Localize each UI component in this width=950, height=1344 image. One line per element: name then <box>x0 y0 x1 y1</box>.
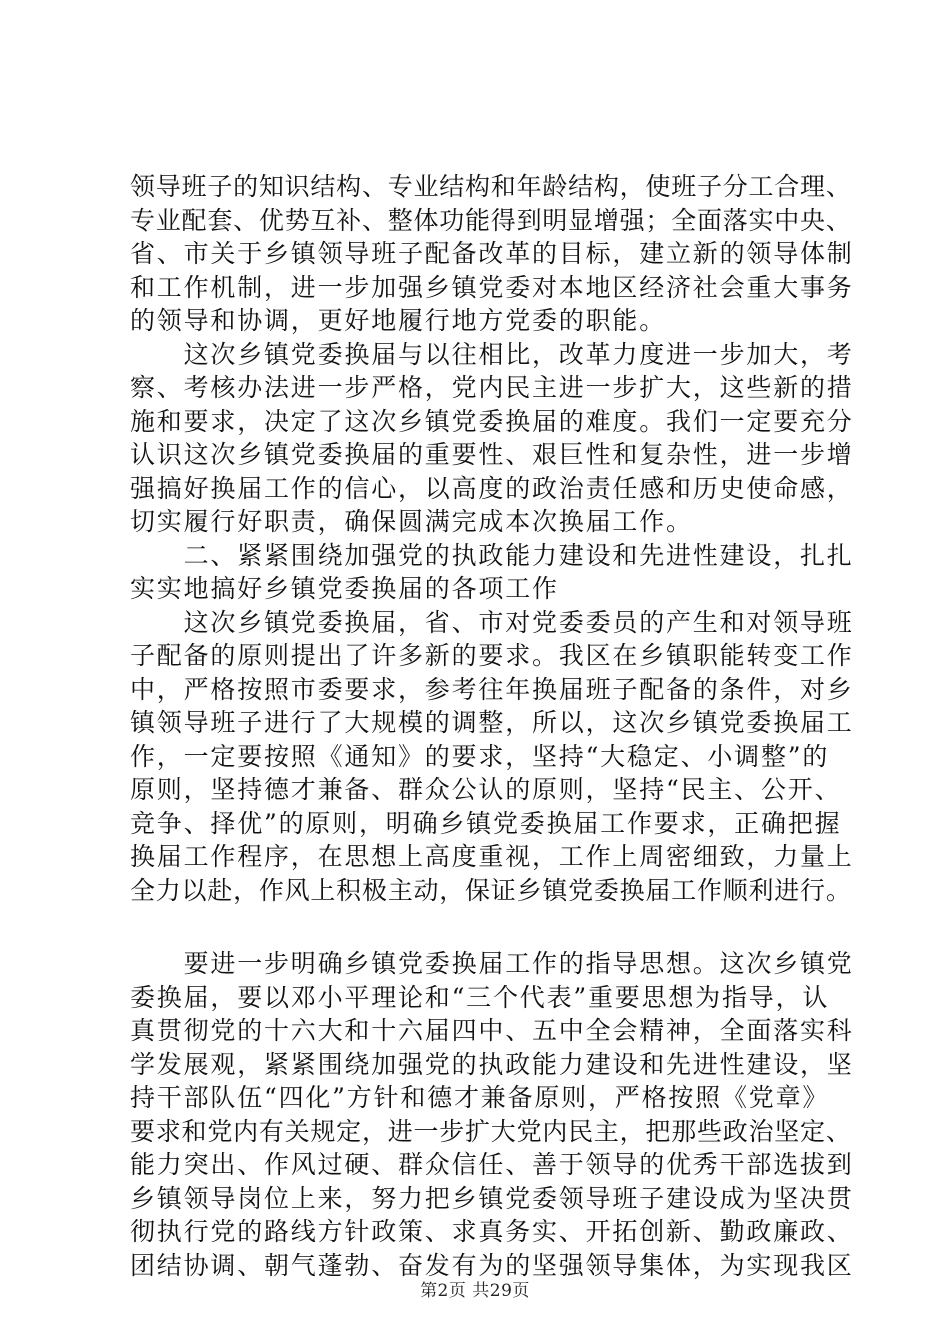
text-line: 原则，坚持德才兼备、群众公认的原则，坚持“民主、公开、 <box>130 775 842 804</box>
text-line: 强搞好换届工作的信心，以高度的政治责任感和历史使命感， <box>130 473 854 503</box>
paragraph-3 <box>130 606 854 908</box>
text-line: 全力以赴，作风上积极主动，保证乡镇党委换届工作顺利进行。 <box>130 875 852 905</box>
text-line: 中，严格按照市委要求，参考往年换届班子配备的条件，对乡 <box>130 674 854 704</box>
text-line: 委换届，要以邓小平理论和“三个代表”重要思想为指导，认 <box>130 982 830 1012</box>
text-line: 省、市关于乡镇领导班子配备改革的目标，建立新的领导体制 <box>130 239 854 268</box>
text-line: 切实履行好职责，确保圆满完成本次换届工作。 <box>130 507 693 536</box>
text-line: 彻执行党的路线方针政策、求真务实、开拓创新、勤政廉政、 <box>130 1217 854 1246</box>
paragraph-1 <box>130 170 854 338</box>
text-line: 要求和党内有关规定，进一步扩大党内民主，把那些政治坚定、 <box>130 1116 852 1146</box>
paragraph-2 <box>130 338 854 539</box>
text-line: 团结协调、朝气蓬勃、奋发有为的坚强领导集体，为实现我区 <box>130 1250 854 1280</box>
text-line: 认识这次乡镇党委换届的重要性、艰巨性和复杂性，进一步增 <box>130 440 854 469</box>
text-line: 竞争、择优”的原则，明确乡镇党委换届工作要求，正确把握 <box>130 808 842 838</box>
text-line: 和工作机制，进一步加强乡镇党委对本地区经济社会重大事务 <box>130 272 854 302</box>
document-body <box>130 170 854 1282</box>
section-heading <box>130 539 854 606</box>
text-line: 的领导和协调，更好地履行地方党委的职能。 <box>130 306 667 335</box>
text-line: 要进一步明确乡镇党委换届工作的指导思想。这次乡镇党 <box>130 949 854 978</box>
paragraph-4 <box>130 947 854 1282</box>
text-line: 真贯彻党的十六大和十六届四中、五中全会精神，全面落实科 <box>130 1016 854 1045</box>
text-line: 学发展观，紧紧围绕加强党的执政能力建设和先进性建设，坚 <box>130 1049 854 1079</box>
text-line: 二、紧紧围绕加强党的执政能力建设和先进性建设，扎扎 <box>130 540 854 570</box>
text-line: 这次乡镇党委换届与以往相比，改革力度进一步加大，考 <box>130 339 854 369</box>
text-line: 持干部队伍“四化”方针和德才兼备原则，严格按照《党章》 <box>130 1083 830 1112</box>
text-line: 实实地搞好乡镇党委换届的各项工作 <box>130 574 559 603</box>
text-line: 镇领导班子进行了大规模的调整，所以，这次乡镇党委换届工 <box>130 708 854 737</box>
text-line: 子配备的原则提出了许多新的要求。我区在乡镇职能转变工作 <box>130 641 854 670</box>
page-number-footer: 第2页 共29页 <box>420 1281 530 1301</box>
text-line: 施和要求，决定了这次乡镇党委换届的难度。我们一定要充分 <box>130 406 854 436</box>
text-line: 这次乡镇党委换届，省、市对党委委员的产生和对领导班 <box>130 607 854 637</box>
text-line: 作，一定要按照《通知》的要求，坚持“大稳定、小调整”的 <box>130 741 830 771</box>
text-line: 领导班子的知识结构、专业结构和年龄结构，使班子分工合理、 <box>130 172 852 201</box>
text-line: 能力突出、作风过硬、群众信任、善于领导的优秀干部选拔到 <box>130 1150 854 1179</box>
text-line: 察、考核办法进一步严格，党内民主进一步扩大，这些新的措 <box>130 373 854 402</box>
paragraph-spacer <box>130 907 854 947</box>
text-line: 换届工作程序，在思想上高度重视，工作上周密细致，力量上 <box>130 842 854 871</box>
text-line: 专业配套、优势互补、整体功能得到明显增强；全面落实中央、 <box>130 205 852 235</box>
text-line: 乡镇领导岗位上来，努力把乡镇党委领导班子建设成为坚决贯 <box>130 1183 854 1213</box>
